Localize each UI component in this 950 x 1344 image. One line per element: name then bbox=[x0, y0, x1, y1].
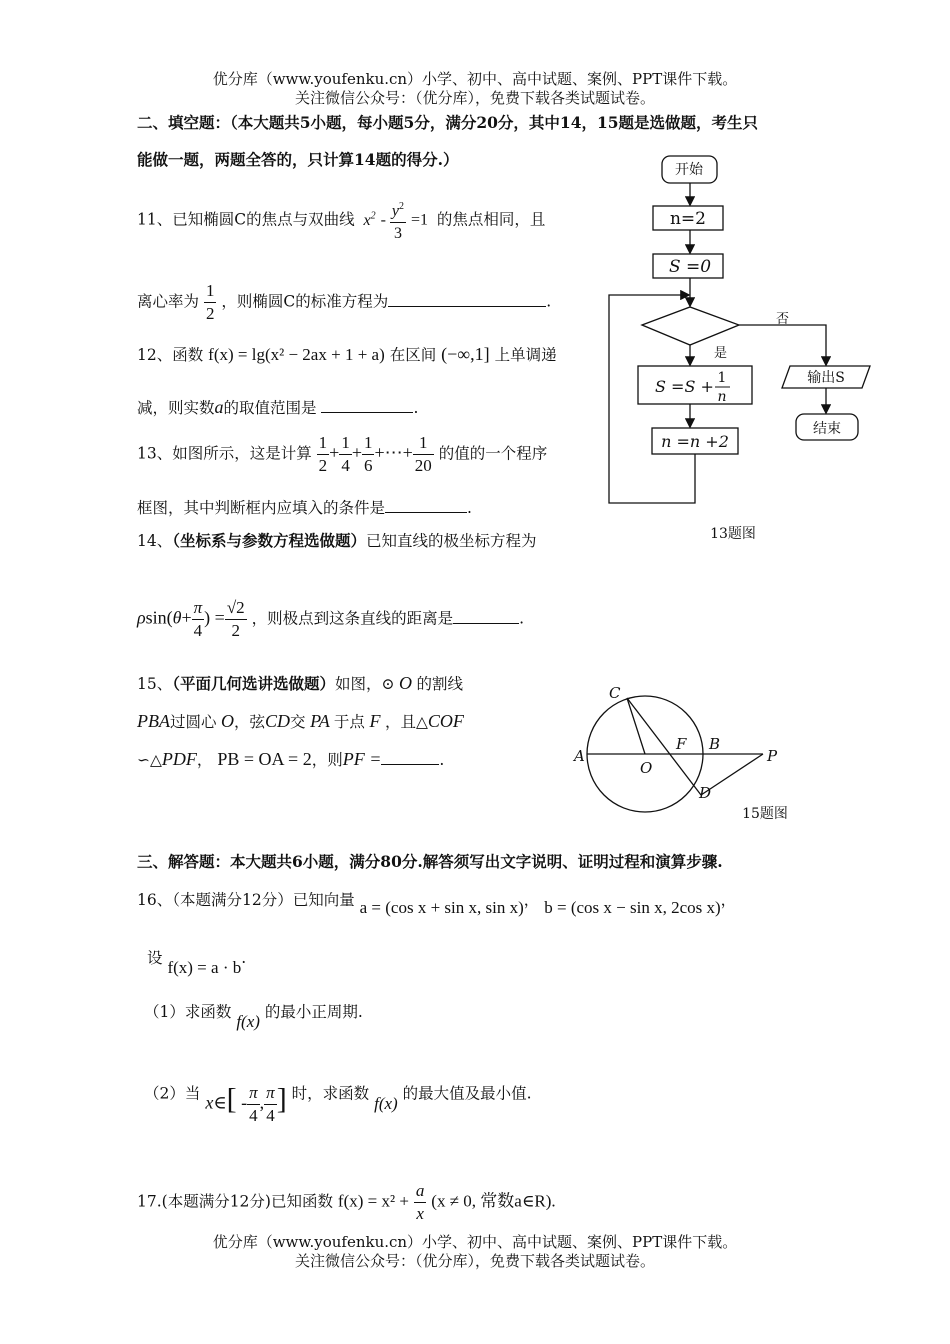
flow-init-s-label: S =0 bbox=[668, 257, 712, 277]
q12-line-2 bbox=[137, 396, 418, 418]
q14-text-b: 已知直线的极坐标方程为 bbox=[366, 532, 537, 550]
section-3-desc: 本大题共6小题，满分80分.解答须写出文字说明、证明过程和演算步骤. bbox=[230, 852, 723, 871]
flow-decision-diamond bbox=[642, 307, 739, 345]
q14-answer-blank[interactable] bbox=[453, 609, 519, 624]
q16-line-1 bbox=[137, 888, 737, 917]
q15-text-b: 如图，⊙ bbox=[335, 675, 395, 693]
flow-start-label: 开始 bbox=[675, 162, 703, 178]
q12-text-a: 12、函数 bbox=[137, 346, 204, 364]
q11-eccentricity: $\frac{1}{2}$ bbox=[205, 281, 215, 323]
q16-dot: . bbox=[241, 949, 247, 967]
q11-text-b: 的焦点相同，且 bbox=[436, 210, 546, 229]
q16-part-2 bbox=[144, 1072, 532, 1125]
q14-line-2 bbox=[137, 597, 524, 642]
section-2-desc-2: 能做一题，两题全答的，只计算14题的得分.） bbox=[137, 150, 459, 169]
geometry-figure bbox=[565, 680, 825, 830]
q11-text-a: 11、已知椭圆C的焦点与双曲线 bbox=[137, 210, 355, 229]
q16-line-2 bbox=[147, 946, 247, 977]
q16-part-2-fx: f(x) bbox=[374, 1093, 398, 1113]
q15-text-g: 于点 bbox=[333, 713, 365, 731]
q13-text-c: 框图，其中判断框内应填入的条件是 bbox=[137, 499, 386, 517]
q14-tag: （坐标系与参数方程选做题） bbox=[172, 531, 366, 550]
section-2-heading bbox=[137, 111, 758, 133]
q17-text-b: (x ≠ 0, 常数a∈R). bbox=[431, 1191, 556, 1211]
q14-polar-equation: ρsin(θ+ $\frac{\pi}{4}$ ) = $\frac{√2}{2}$ bbox=[137, 598, 245, 640]
q17-fraction: $\frac{a}{x}$ bbox=[415, 1181, 425, 1223]
q11-text-d: ，则椭圆C的标准方程为 bbox=[221, 292, 389, 311]
section-2-desc-1: （本大题共5小题，每小题5分，满分20分，其中14，15题是选做题，考生只 bbox=[230, 113, 759, 132]
q11-answer-blank[interactable] bbox=[388, 292, 546, 307]
q15-tag: （平面几何选讲选做题） bbox=[172, 674, 335, 693]
q15-text-j: ， bbox=[196, 751, 213, 769]
q13-text-a: 13、如图所示，这是计算 bbox=[137, 444, 312, 463]
q14-text-c: ，则极点到这条直线的距离是 bbox=[251, 609, 454, 628]
q11-text-e: . bbox=[546, 292, 552, 311]
q11-text-c: 离心率为 bbox=[137, 292, 200, 311]
flow-output-label: 输出S bbox=[807, 370, 845, 386]
q17-function: f(x) = x² + bbox=[337, 1191, 409, 1211]
q15-text-d: 过圆心 bbox=[170, 713, 217, 731]
q16-part-2-text: （2）当 bbox=[144, 1084, 201, 1103]
q16-vector-a: a = (cos x + sin x, sin x) bbox=[359, 898, 524, 917]
q16-part-2-text-b: 时，求函数 bbox=[291, 1084, 370, 1103]
q12-answer-blank[interactable] bbox=[321, 398, 413, 413]
header-line-2: 关注微信公众号：（优分库），免费下载各类试题试卷。 bbox=[294, 89, 655, 107]
q15-text-c: 的割线 bbox=[416, 675, 464, 693]
flow-caption: 13题图 bbox=[710, 526, 756, 542]
q13-line-2 bbox=[137, 496, 472, 518]
header-line-1: 优分库（www.youfenku.cn）小学、初中、高中试题、案例、PPT课件下载。 bbox=[212, 70, 738, 88]
q16-text-set: 设 bbox=[147, 949, 163, 967]
q13-text-b: 的值的一个程序 bbox=[438, 444, 548, 463]
section-3-heading bbox=[137, 850, 723, 872]
q16-vector-b: b = (cos x − sin x, 2cos x) bbox=[544, 898, 721, 917]
flow-yes-label: 是 bbox=[714, 346, 728, 361]
q17-line-1 bbox=[137, 1180, 556, 1225]
q16-sep-1: ， bbox=[523, 891, 540, 909]
q15-text-l: ，则 bbox=[311, 751, 343, 769]
svg-text:1: 1 bbox=[717, 370, 727, 386]
q14-line-1 bbox=[137, 529, 537, 551]
q13-sum-expression: $\frac{1}{2}$ + $\frac{1}{4}$ + $\frac{1}{6}$ +⋯+ $\frac{1}{20}$ bbox=[318, 433, 432, 475]
q11-hyperbola: $x^2$ - $\frac{y^2}{3}$ =1 bbox=[364, 196, 428, 245]
q16-part-1 bbox=[144, 1000, 363, 1031]
flow-no-label: 否 bbox=[776, 312, 790, 327]
q15-text-h: ，且△ bbox=[384, 713, 428, 731]
q14-text-d: . bbox=[519, 609, 525, 628]
q16-part-2-text-c: 的最大值及最小值. bbox=[402, 1084, 532, 1103]
q11-line-1 bbox=[137, 196, 545, 245]
q15-text-n: . bbox=[439, 751, 445, 769]
flow-init-n-label: n=2 bbox=[669, 209, 707, 229]
q15-given: PB = OA = 2 bbox=[217, 749, 312, 769]
flow-update-s-label: S =S + bbox=[655, 377, 714, 396]
q12-text-c: 上单调递 bbox=[494, 346, 557, 364]
q15-text-a: 15、 bbox=[137, 675, 173, 693]
q16-part-1-text: （1）求函数 bbox=[144, 1003, 232, 1021]
q13-text-d: . bbox=[467, 499, 472, 517]
flowchart-figure bbox=[600, 150, 880, 550]
q15-text-e: ，弦 bbox=[234, 713, 266, 731]
q16-sep-2: ， bbox=[720, 891, 737, 909]
q16-part-1-text-b: 的最小正周期. bbox=[264, 1003, 363, 1021]
label-d: D bbox=[699, 784, 712, 802]
svg-text:n: n bbox=[717, 389, 727, 405]
q15-line-2: PBA过圆心 O，弦CD交 PA 于点 F ，且△COF bbox=[137, 711, 464, 731]
section-2-title: 二、填空题： bbox=[137, 113, 231, 132]
footer-line-1: 优分库（www.youfenku.cn）小学、初中、高中试题、案例、PPT课件下载。 bbox=[212, 1233, 738, 1251]
label-p: P bbox=[767, 747, 778, 765]
chord-cd bbox=[627, 698, 701, 795]
footer-line-2: 关注微信公众号：（优分库），免费下载各类试题试卷。 bbox=[294, 1252, 655, 1270]
flow-end-label: 结束 bbox=[813, 421, 841, 437]
q16-part-1-fx: f(x) bbox=[236, 1012, 260, 1031]
q13-line-1 bbox=[137, 432, 547, 477]
q17-text-a: 17.(本题满分12分)已知函数 bbox=[137, 1192, 333, 1211]
q12-var-a: a bbox=[214, 397, 224, 417]
segment-co bbox=[627, 698, 645, 754]
q15-answer-blank[interactable] bbox=[381, 750, 439, 765]
label-a: A bbox=[574, 747, 585, 765]
q14-text-a: 14、 bbox=[137, 532, 173, 550]
q12-function: f(x) = lg(x² − 2ax + 1 + a) bbox=[208, 345, 385, 364]
q12-text-e: 的取值范围是 bbox=[223, 399, 317, 417]
q16-text-a: 16、（本题满分12分）已知向量 bbox=[137, 891, 355, 909]
label-c: C bbox=[609, 684, 621, 702]
q12-text-b: 在区间 bbox=[389, 346, 437, 364]
q12-text-g: . bbox=[413, 399, 419, 417]
label-b: B bbox=[709, 735, 721, 753]
section-3-title: 三、解答题： bbox=[137, 852, 231, 871]
q11-line-2 bbox=[137, 280, 551, 325]
q15-text-f: 交 bbox=[290, 713, 306, 731]
q16-fdef: f(x) = a · b bbox=[167, 958, 242, 977]
geometry-caption: 15题图 bbox=[742, 806, 788, 822]
q16-interval: x∈[ - $\frac{\pi}{4}$ , $\frac{\pi}{4}$ ] bbox=[205, 1082, 287, 1125]
q12-interval: (−∞,1] bbox=[441, 344, 490, 364]
q15-text-i: ∽△ bbox=[137, 751, 162, 769]
flow-update-n-label: n =n +2 bbox=[661, 432, 729, 451]
q15-pf: PF = bbox=[342, 749, 382, 769]
label-o: O bbox=[640, 759, 653, 777]
label-f: F bbox=[676, 735, 687, 753]
q12-line-1 bbox=[137, 343, 557, 365]
q15-line-3: ∽△PDF， PB = OA = 2，则PF = . bbox=[137, 749, 445, 769]
q15-line-1: 15、（平面几何选讲选做题）如图，⊙ O 的割线 bbox=[137, 673, 464, 693]
q12-text-d: 减，则实数 bbox=[137, 399, 215, 417]
q13-answer-blank[interactable] bbox=[385, 498, 467, 513]
